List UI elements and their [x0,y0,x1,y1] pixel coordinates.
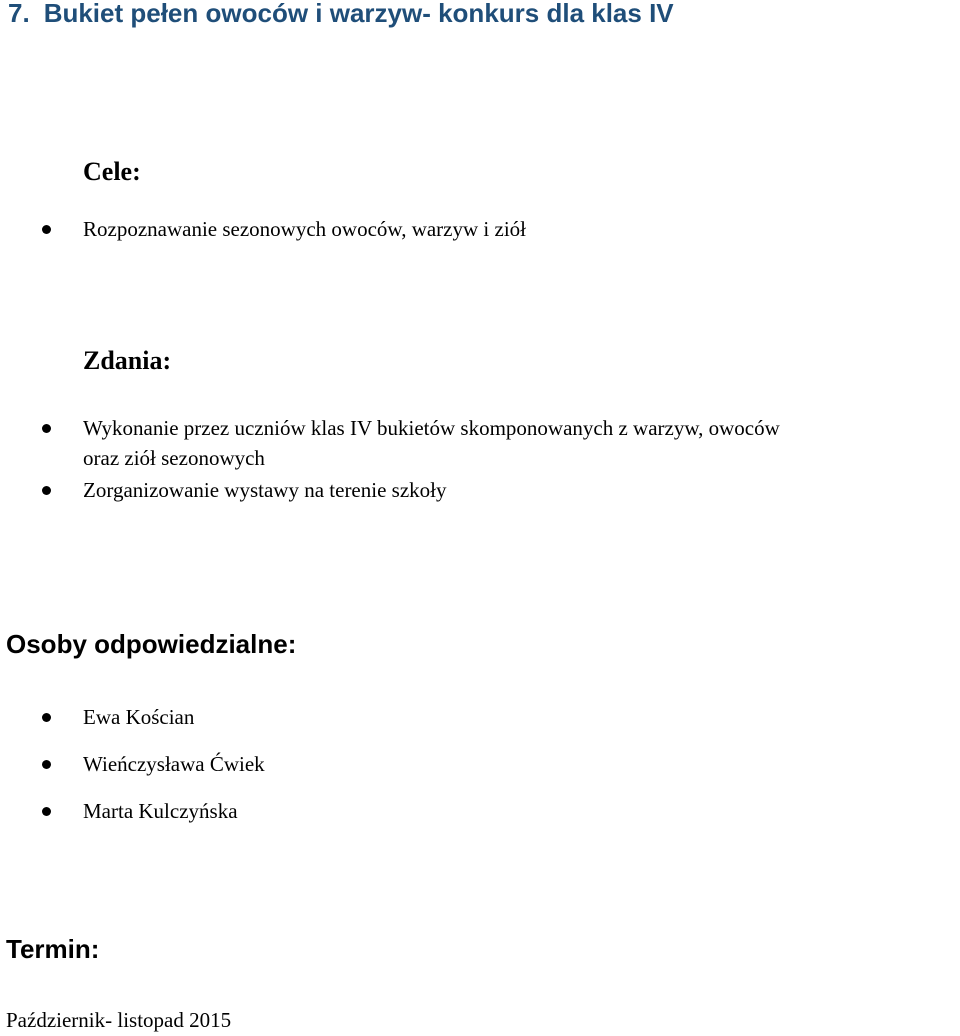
termin-heading: Termin: [6,934,100,964]
bullet-icon [42,225,51,234]
bullet-icon [42,760,51,769]
list-item: Marta Kulczyńska [83,799,238,823]
bullet-icon [42,807,51,816]
bullet-icon [42,713,51,722]
osoby-heading: Osoby odpowiedzialne: [6,629,297,659]
list-item-continuation: oraz ziół sezonowych [83,446,265,470]
cele-heading: Cele: [83,157,141,186]
section-title [8,0,674,30]
zdania-heading: Zdania: [83,346,172,375]
bullet-icon [42,424,51,433]
list-item: Wieńczysława Ćwiek [83,752,265,776]
bullet-icon [42,486,51,495]
termin-value: Październik- listopad 2015 [6,1008,232,1032]
list-item: Rozpoznawanie sezonowych owoców, warzyw i ziół [83,217,526,241]
list-item: Wykonanie przez uczniów klas IV bukietów skomponowanych z warzyw, owoców [83,416,780,440]
list-item: Ewa Kościan [83,705,195,729]
section-title-text: Bukiet pełen owoców i warzyw- konkurs dla klas IV [43,0,674,28]
section-number: 7. [8,0,30,28]
list-item: Zorganizowanie wystawy na terenie szkoły [83,478,447,502]
